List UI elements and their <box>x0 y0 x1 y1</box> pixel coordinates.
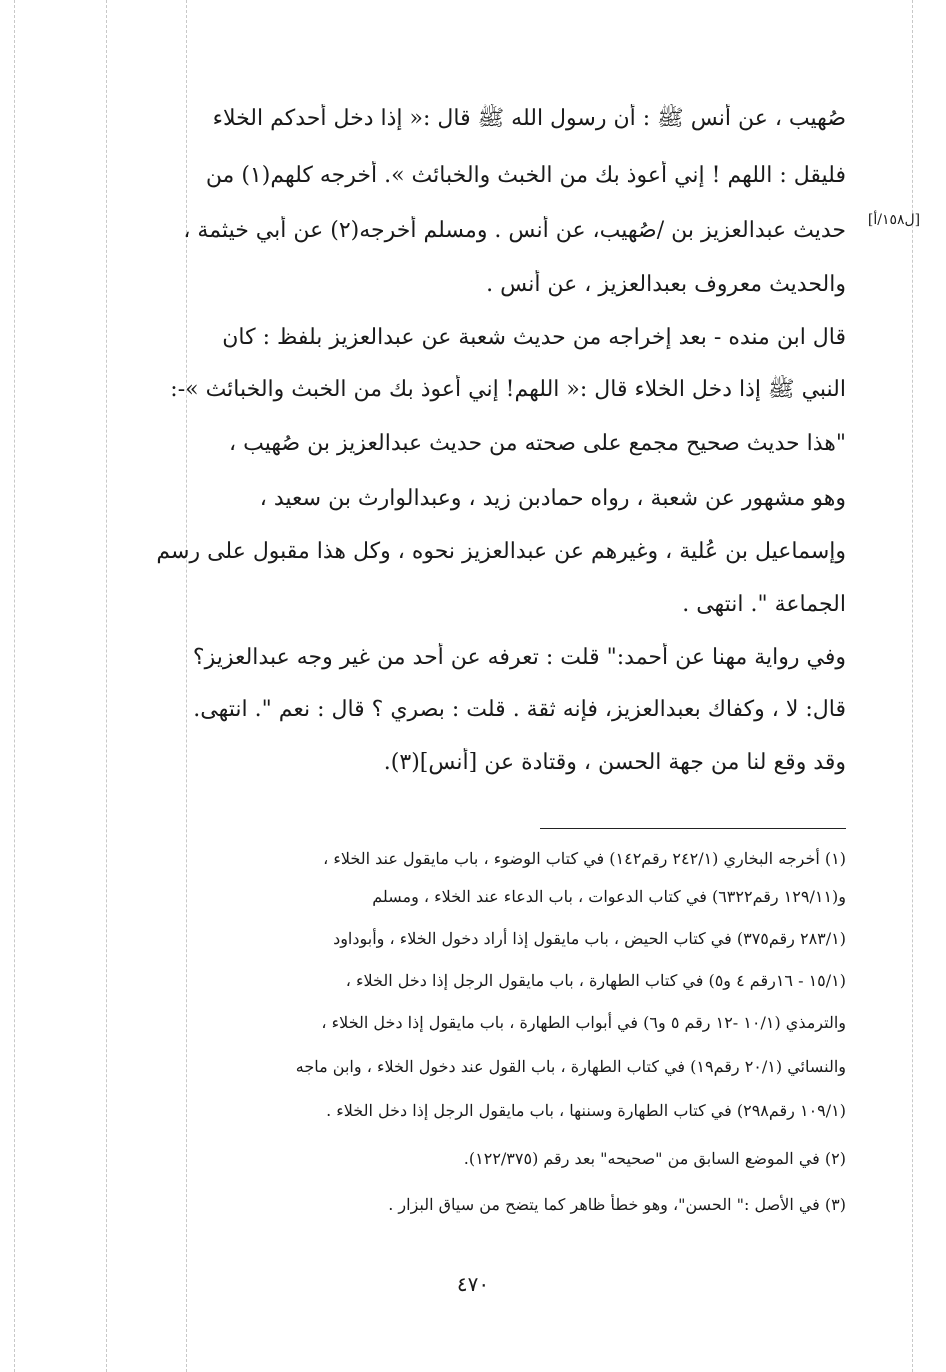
scan-artifact-line <box>912 0 913 1372</box>
body-line: قال ابن منده - بعد إخراجه من حديث شعبة عن عبدالعزيز بلفظ : كان <box>222 325 846 350</box>
body-line: قال: لا ، وكفاك بعبدالعزيز، فإنه ثقة . قلت : بصري ؟ قال : نعم ". انتهى. <box>193 697 846 722</box>
footnote-line: (٣) في الأصل :" الحسن"، وهو خطأ ظاهر كما يتضح من سياق البزار . <box>388 1195 846 1214</box>
body-line: صُهيب ، عن أنس ﷺ : أن رسول الله ﷺ قال :« إذا دخل أحدكم الخلاء <box>212 106 846 131</box>
page-number: ٤٧٠ <box>456 1272 490 1296</box>
footnote-line: (٢٨٣/١ رقم٣٧٥) في كتاب الحيض ، باب مايقول إذا أراد دخول الخلاء ، وأبوداود <box>333 929 846 948</box>
body-line: وفي رواية مهنا عن أحمد:" قلت : تعرفه عن أحد من غير وجه عبدالعزيز؟ <box>192 645 846 670</box>
footnote-separator <box>540 828 846 829</box>
scan-artifact-line <box>14 0 15 1372</box>
body-line: فليقل : اللهم ! إني أعوذ بك من الخبث والخبائث ». أخرجه كلهم(١) من <box>205 163 846 188</box>
body-line: وإسماعيل بن عُلية ، وغيرهم عن عبدالعزيز نحوه ، وكل هذا مقبول على رسم <box>156 539 846 564</box>
footnote-line: (١٥/١ - ١٦رقم ٤ و٥) في كتاب الطهارة ، باب مايقول الرجل إذا دخل الخلاء ، <box>345 971 846 990</box>
scan-artifact-line <box>106 0 107 1372</box>
footnote-line: والنسائي (٢٠/١ رقم١٩) في كتاب الطهارة ، باب القول عند دخول الخلاء ، وابن ماجه <box>295 1057 846 1076</box>
body-line: والحديث معروف بعبدالعزيز ، عن أنس . <box>486 272 846 297</box>
footnote-line: (١٠٩/١ رقم٢٩٨) في كتاب الطهارة وسننها ، باب مايقول الرجل إذا دخل الخلاء . <box>326 1101 846 1120</box>
body-line: وقد وقع لنا من جهة الحسن ، وقتادة عن [أنس](٣). <box>383 750 846 775</box>
body-line: "هذا حديث صحيح مجمع على صحته من حديث عبدالعزيز بن صُهيب ، <box>229 431 846 456</box>
footnote-line: والترمذي (١٠/١ -١٢ رقم ٥ و٦) في أبواب الطهارة ، باب مايقول إذا دخل الخلاء ، <box>321 1013 846 1032</box>
body-line: النبي ﷺ إذا دخل الخلاء قال :« اللهم! إني أعوذ بك من الخبث والخبائث »-: <box>170 377 846 402</box>
footnote-line: (٢) في الموضع السابق من "صحيحه" بعد رقم (١٢٢/٣٧٥). <box>463 1149 846 1168</box>
body-line: حديث عبدالعزيز بن /صُهيب، عن أنس . ومسلم أخرجه(٢) عن أبي خيثمة ، <box>183 218 846 243</box>
margin-note: [ل١٥٨/أ] <box>867 212 921 228</box>
body-line: الجماعة ". انتهى . <box>682 592 846 617</box>
footnote-line: (١) أخرجه البخاري (٢٤٢/١ رقم١٤٢) في كتاب الوضوء ، باب مايقول عند الخلاء ، <box>323 849 846 868</box>
footnote-line: و(١٢٩/١١ رقم٦٣٢٢) في كتاب الدعوات ، باب الدعاء عند الخلاء ، ومسلم <box>372 887 846 906</box>
body-line: وهو مشهور عن شعبة ، رواه حمادبن زيد ، وعبدالوارث بن سعيد ، <box>259 486 846 511</box>
